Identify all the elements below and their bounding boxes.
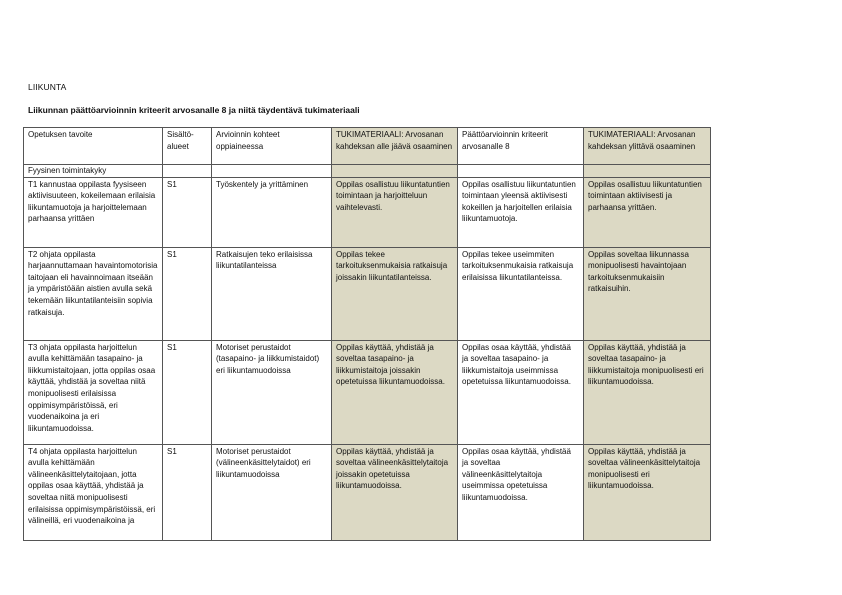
section-empty-cell (332, 165, 458, 178)
goal-cell: T2 ohjata oppilasta harjaannuttamaan havaintomotorisia taitojaan eli havainnoimaan itseään ja ympäristöään aistien avulla sekä tekemään liikuntatilanteisiin sopivia ratkaisuja. (24, 247, 163, 340)
header-above-8: TUKIMATERIAALI: Arvosanan kahdeksan ylittävä osaaminen (584, 128, 711, 165)
criteria-8-cell: Oppilas osaa käyttää, yhdistää ja soveltaa välineenkäsittelytaitoja useimmissa opetetuissa liikuntamuodoissa. (458, 444, 584, 540)
criteria-8-cell: Oppilas osallistuu liikuntatuntien toimintaan yleensä aktiivisesti kokeillen ja harjoitellen erilaisia liikuntamuotoja. (458, 177, 584, 247)
content-area-cell: S1 (163, 247, 212, 340)
below-8-cell: Oppilas osallistuu liikuntatuntien toimintaan ja harjoitteluun vaihtelevasti. (332, 177, 458, 247)
table-row (24, 177, 711, 247)
below-8-cell: Oppilas tekee tarkoituksenmukaisia ratkaisuja joissakin liikuntatilanteissa. (332, 247, 458, 340)
above-8-cell: Oppilas soveltaa liikunnassa monipuolisesti havaintojaan tarkoituksenmukaisiin ratkaisuihin. (584, 247, 711, 340)
below-8-cell: Oppilas käyttää, yhdistää ja soveltaa välineenkäsittelytaitoja joissakin opetetuissa liikuntamuodoissa. (332, 444, 458, 540)
section-empty-cell (584, 165, 711, 178)
section-row (24, 165, 711, 178)
header-below-8: TUKIMATERIAALI: Arvosanan kahdeksan alle jäävä osaaminen (332, 128, 458, 165)
above-8-cell: Oppilas käyttää, yhdistää ja soveltaa välineenkäsittelytaitoja monipuolisesti eri liikuntamuodoissa. (584, 444, 711, 540)
above-8-cell: Oppilas osallistuu liikuntatuntien toimintaan aktiivisesti ja parhaansa yrittäen. (584, 177, 711, 247)
table-row (24, 340, 711, 444)
criteria-8-cell: Oppilas tekee useimmiten tarkoituksenmukaisia ratkaisuja erilaisissa liikuntatilanteissa. (458, 247, 584, 340)
table-row (24, 247, 711, 340)
header-content-areas: Sisältö-alueet (163, 128, 212, 165)
below-8-cell: Oppilas käyttää, yhdistää ja soveltaa tasapaino- ja liikkumistaitoja joissakin opetetuissa liikuntamuodoissa. (332, 340, 458, 444)
goal-cell: T4 ohjata oppilasta harjoittelun avulla kehittämään välineenkäsittelytaitojaan, jotta oppilas osaa käyttää, yhdistää ja soveltaa niitä monipuolisesti erilaisissa oppimisympäristöissä, eri välineillä, eri vuodenaikoina ja (24, 444, 163, 540)
document-title: LIIKUNTA (28, 82, 67, 92)
assessment-target-cell: Motoriset perustaidot (tasapaino- ja liikkumistaidot) eri liikuntamuodoissa (212, 340, 332, 444)
section-empty-cell (212, 165, 332, 178)
header-assessment-targets: Arvioinnin kohteet oppiaineessa (212, 128, 332, 165)
header-criteria-8: Päättöarvioinnin kriteerit arvosanalle 8 (458, 128, 584, 165)
assessment-target-cell: Motoriset perustaidot (välineenkäsittelytaidot) eri liikuntamuodoissa (212, 444, 332, 540)
content-area-cell: S1 (163, 177, 212, 247)
table-row (24, 444, 711, 540)
header-goal: Opetuksen tavoite (24, 128, 163, 165)
section-empty-cell (163, 165, 212, 178)
criteria-table (23, 127, 711, 541)
assessment-target-cell: Työskentely ja yrittäminen (212, 177, 332, 247)
goal-cell: T1 kannustaa oppilasta fyysiseen aktiivisuuteen, kokeilemaan erilaisia liikuntamuotoja ja harjoittelemaan parhaansa yrittäen (24, 177, 163, 247)
section-empty-cell (458, 165, 584, 178)
section-label: Fyysinen toimintakyky (24, 165, 163, 178)
content-area-cell: S1 (163, 340, 212, 444)
criteria-8-cell: Oppilas osaa käyttää, yhdistää ja soveltaa tasapaino- ja liikkumistaitoja useimmissa opetetuissa liikuntamuodoissa. (458, 340, 584, 444)
content-area-cell: S1 (163, 444, 212, 540)
table-header-row (24, 128, 711, 165)
above-8-cell: Oppilas käyttää, yhdistää ja soveltaa tasapaino- ja liikkumistaitoja monipuolisesti eri liikuntamuodoissa. (584, 340, 711, 444)
document-subtitle: Liikunnan päättöarvioinnin kriteerit arvosanalle 8 ja niitä täydentävä tukimateriaali (28, 105, 360, 115)
assessment-target-cell: Ratkaisujen teko erilaisissa liikuntatilanteissa (212, 247, 332, 340)
goal-cell: T3 ohjata oppilasta harjoittelun avulla kehittämään tasapaino- ja liikkumistaitojaan, jotta oppilas osaa käyttää, yhdistää ja soveltaa niitä monipuolisesti erilaisissa oppimisympäristöissä, eri vuodenaikoina ja eri liikuntamuodoissa. (24, 340, 163, 444)
